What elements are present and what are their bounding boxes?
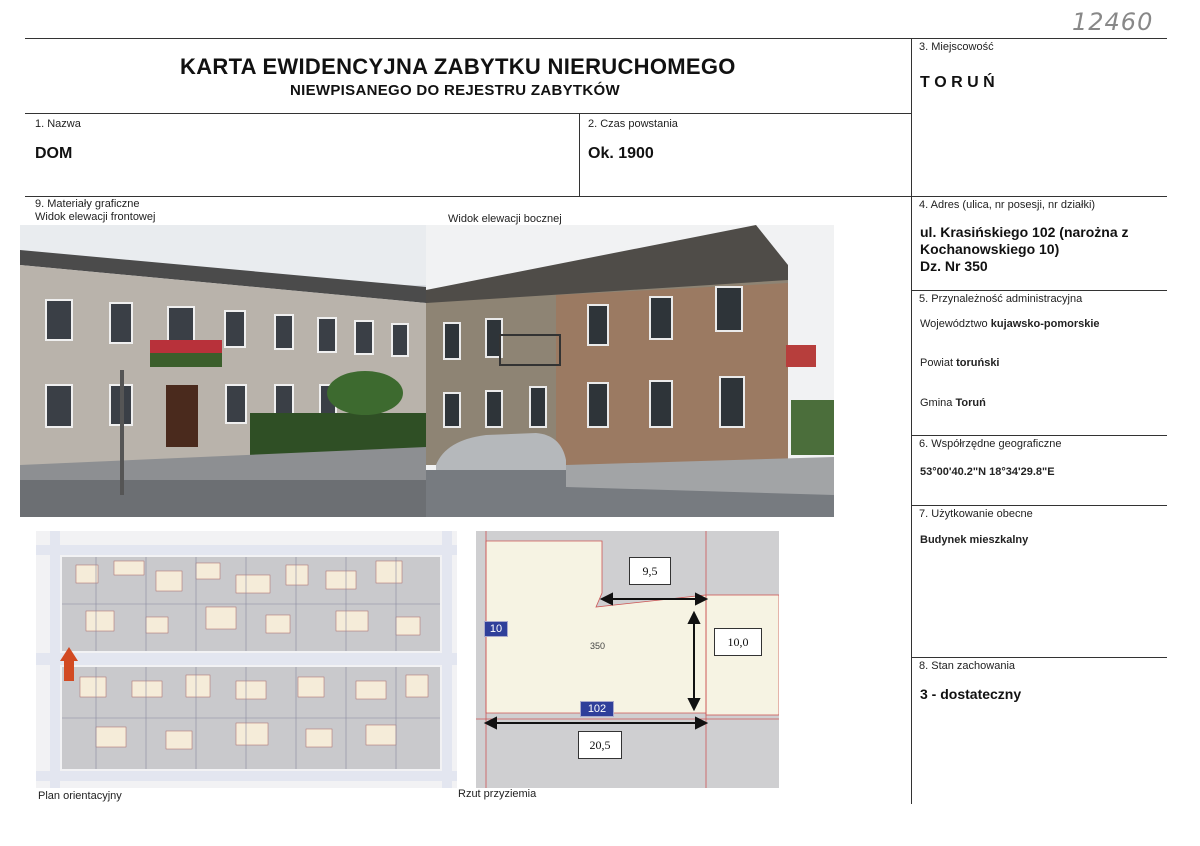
gmina-value: Toruń [955, 397, 986, 409]
field-adres-line1: ul. Krasińskiego 102 (narożna z [920, 224, 1129, 240]
form-subtitle: NIEWPISANEGO DO REJESTRU ZABYTKÓW [290, 82, 620, 99]
field-stan-value: 3 - dostateczny [920, 686, 1022, 702]
field-przynaleznosc-label: 5. Przynależność administracyjna [919, 293, 1083, 305]
sep-6 [911, 435, 1167, 436]
address-tag-10: 10 [484, 621, 508, 637]
field-wspolrzedne-label: 6. Współrzędne geograficzne [919, 438, 1062, 450]
form-title: KARTA EWIDENCYJNA ZABYTKU NIERUCHOMEGO [180, 54, 736, 79]
side-elevation-photo [426, 225, 834, 517]
orientation-plan-caption: Plan orientacyjny [38, 790, 122, 802]
ground-floor-plan [476, 531, 779, 788]
field-adres-line2: Kochanowskiego 10) [920, 241, 1060, 257]
powiat-prefix: Powiat [920, 357, 954, 369]
address-tag-102: 102 [580, 701, 614, 717]
sep-5 [911, 290, 1167, 291]
field-nazwa-value: DOM [35, 145, 73, 162]
wojewodztwo-row [920, 318, 1100, 330]
field-czas-label: 2. Czas powstania [588, 118, 678, 130]
field-nazwa-label: 1. Nazwa [35, 118, 81, 130]
powiat-row [920, 357, 1000, 369]
field-adres-label: 4. Adres (ulica, nr posesji, nr działki) [919, 199, 1096, 211]
name-time-divider [579, 113, 580, 196]
front-view-caption: Widok elewacji frontowej [35, 211, 156, 223]
field-uzytkowanie-label: 7. Użytkowanie obecne [919, 508, 1033, 520]
field-czas-value: Ok. 1900 [588, 145, 654, 162]
row1-bottom-border [25, 196, 1167, 197]
parcel-number: 350 [590, 641, 606, 651]
sep-8 [911, 657, 1167, 658]
field-miejscowosc-label: 3. Miejscowość [919, 41, 994, 53]
wojewodztwo-prefix: Województwo [920, 318, 988, 330]
title-bottom-border [25, 113, 912, 114]
gmina-prefix: Gmina [920, 397, 953, 409]
floor-plan-caption: Rzut przyziemia [458, 788, 537, 800]
gmina-row [920, 397, 986, 409]
wojewodztwo-value: kujawsko-pomorskie [990, 318, 1100, 330]
field-adres-line3: Dz. Nr 350 [920, 258, 988, 274]
side-view-caption: Widok elewacji bocznej [448, 213, 562, 225]
dimension-bottom-label: 20,5 [578, 731, 622, 759]
field-miejscowosc-value: T O R U Ń [920, 74, 995, 91]
powiat-value: toruński [956, 357, 1000, 369]
right-column-divider [911, 38, 912, 804]
field-uzytkowanie-value: Budynek mieszkalny [920, 534, 1029, 546]
sep-7 [911, 505, 1167, 506]
dimension-right-label: 10,0 [714, 628, 762, 656]
field-graphics-label: 9. Materiały graficzne [35, 198, 140, 210]
handwritten-number: 12460 [1072, 8, 1154, 36]
orientation-plan-map [36, 531, 457, 788]
front-elevation-photo [20, 225, 426, 517]
field-stan-label: 8. Stan zachowania [919, 660, 1016, 672]
field-wspolrzedne-value: 53°00'40.2"N 18°34'29.8"E [920, 466, 1055, 478]
dimension-top-label: 9,5 [629, 557, 671, 585]
top-border [25, 38, 1167, 39]
